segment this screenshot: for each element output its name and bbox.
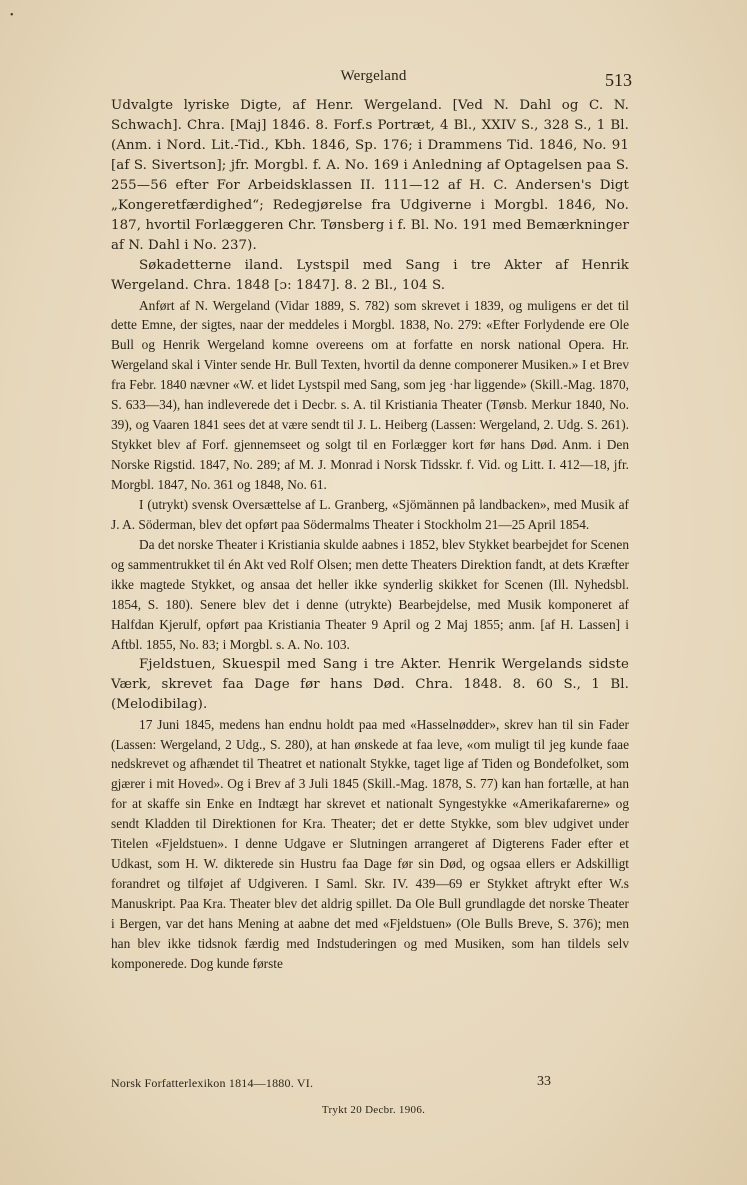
page-body [111,96,629,974]
corner-dot: • [10,10,14,21]
entry-udvalgte-lyriske-digte: Udvalgte lyriske Digte, af Henr. Wergeland. [Ved N. Dahl og C. N. Schwach]. Chra. [Maj] 1846. 8. Forf.s Portræt, 4 Bl., XXIV S., 328 S., 1 Bl. (Anm. i Nord. Lit.-Tid., Kbh. 1846, Sp. 176; i Drammens Tid. 1846, No. 91 [af S. Sivertson]; jfr. Morgbl. f. A. No. 169 i Anledning af Optagelsen paa S. 255—56 efter For Arbeidsklassen II. 111—12 af H. C. Andersen's Digt „Kongeretfærdighed“; Redegjørelse fra Udgiverne i Morgbl. 1846, No. 187, hvortil Forlæggeren Chr. Tønsberg i f. Bl. No. 191 med Bemærkninger af N. Dahl i No. 237). [111,98,629,253]
paragraph-norwegian-theater: Da det norske Theater i Kristiania skulde aabnes i 1852, blev Stykket bearbejdet for Scenen og sammentrukket til én Akt ved Rolf Olsen; men dette Theaters Direktion fandt, at dets Kræfter ikke magtede Stykket, og ansaa det heller ikke synderlig skikket for Scenen (Ill. Nyhedsbl. 1854, S. 180). Senere blev det i denne (utrykte) Bearbejdelse, med Musik komponeret af Halfdan Kjerulf, opført paa Kristiania Theater 9 April og 2 Maj 1855; anm. [af H. Lassen] i Aftbl. 1855, No. 83; i Morgbl. s. A. No. 103. [111,536,629,652]
running-title: Wergeland [340,68,407,84]
print-imprint: Trykt 20 Decbr. 1906. [321,1104,426,1116]
paragraph-sokadetterne-history: Anført af N. Wergeland (Vidar 1889, S. 782) som skrevet i 1839, og muligens er det til dette Emne, der sigtes, naar der meddeles i Morgbl. 1838, No. 279: «Efter Forlydende ere Ole Bull og Henrik Wergeland komne overeens om at forfatte en norsk national Opera. Hr. Wergeland skal i Vinter sende Hr. Bull Texten, hvortil da denne componerer Musiken.» I et Brev fra Febr. 1840 nævner «W. et lidet Lystspil med Sang, som jeg ·har liggende» (Skill.-Mag. 1870, S. 633—34), han indleverede det i Decbr. s. A. til Kristiania Theater (Tønsb. Merkur 1840, No. 39), og Vaaren 1841 sees det at være sendt til J. L. Heiberg (Lassen: Wergeland, 2. Udg. S. 261). Stykket blev af Forf. gjennemseet og solgt til en Forlægger kort før hans Død. Anm. i Den Norske Rigstid. 1847, No. 289; af M. J. Monrad i Norsk Tidsskr. f. Vid. og Litt. I. 412—18, jfr. Morgbl. 1847, No. 361 og 1848, No. 61. [111,297,629,493]
entry-sokadetterne-iland: Søkadetterne iland. Lystspil med Sang i tre Akter af Henrik Wergeland. Chra. 1848 [ɔ: 1847]. 8. 2 Bl., 104 S. [111,257,629,293]
paragraph-fjeldstuen-history: 17 Juni 1845, medens han endnu holdt paa med «Hasselnødder», skrev han til sin Fader (Lassen: Wergeland, 2 Udg., S. 280), at han ønskede at faa leve, «om muligt til jeg kunde faae nedskrevet og afhændet til Theatret et nationalt Stykke, taget lige af Tiden og Bondefolket, som gjærer i mit Hoved». Og i Brev af 3 Juli 1845 (Skill.-Mag. 1878, S. 77) kan han fortælle, at han for at skaffe sin Enke en Indtægt har skrevet et nationalt Syngestykke «Amerikafarerne» og sendt Kladden til Direktionen for Kra. Theater; det er dette Stykke, som blev udgivet under Titelen «Fjeldstuen». I denne Udgave er Slutningen arrangeret af Digterens Fader efter et Udkast, som H. W. dikterede sin Hustru faa Dage før sin Død, og ogsaa ellers er Adskilligt forandret og tilføjet af Udgiveren. I Saml. Skr. IV. 439—69 er Stykket aftrykt efter W.s Manuskript. Paa Kra. Theater blev det aldrig spillet. Da Ole Bull grundlagde det norske Theater i Bergen, var det hans Mening at aabne det med «Fjeldstuen» (Ole Bulls Breve, S. 376); men han blev ikke tidsnok færdig med Indstuderingen og med Musiken, som han tildels selv komponerede. Dog kunde første [111,716,629,971]
paragraph-swedish-translation: I (utrykt) svensk Oversættelse af L. Granberg, «Sjömännen på landbacken», med Musik af J. A. Söderman, blev det opført paa Södermalms Theater i Stockholm 21—25 April 1854. [111,497,629,533]
page-number: 513 [605,70,632,90]
footer-signature: 33 [537,1074,551,1089]
entry-fjeldstuen: Fjeldstuen, Skuespil med Sang i tre Akter. Henrik Wergelands sidste Værk, skrevet faa Dage før hans Død. Chra. 1848. 8. 60 S., 1 Bl. (Melodibilag). [111,656,629,712]
footer-series: Norsk Forfatterlexikon 1814—1880. VI. [111,1076,314,1090]
